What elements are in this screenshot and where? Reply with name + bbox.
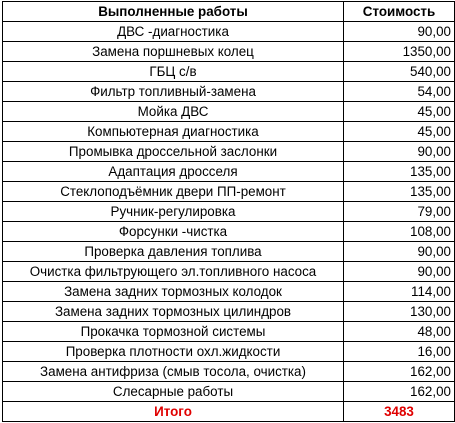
work-name-cell[interactable]: Замена задних тормозных колодок (3, 282, 344, 302)
work-cost-cell[interactable]: 135,00 (344, 162, 455, 182)
work-name-cell[interactable]: Мойка ДВС (3, 102, 344, 122)
work-cost-cell[interactable]: 16,00 (344, 342, 455, 362)
work-name-cell[interactable]: ГБЦ с/в (3, 62, 344, 82)
table-row (3, 22, 455, 42)
table-row (3, 222, 455, 242)
table-row (3, 142, 455, 162)
work-name-cell[interactable]: Фильтр топливный-замена (3, 82, 344, 102)
work-name-cell[interactable]: ДВС -диагностика (3, 22, 344, 42)
work-cost-cell[interactable]: 90,00 (344, 22, 455, 42)
table-row (3, 202, 455, 222)
work-name-cell[interactable]: Компьютерная диагностика (3, 122, 344, 142)
table-row (3, 262, 455, 282)
table-row (3, 282, 455, 302)
work-name-cell[interactable]: Ручник-регулировка (3, 202, 344, 222)
table-row (3, 82, 455, 102)
work-name-cell[interactable]: Замена антифриза (смыв тосола, очистка) (3, 362, 344, 382)
header-works[interactable]: Выполненные работы (3, 2, 344, 22)
work-cost-cell[interactable]: 130,00 (344, 302, 455, 322)
table-row (3, 322, 455, 342)
work-cost-cell[interactable]: 79,00 (344, 202, 455, 222)
table-row (3, 42, 455, 62)
table-row (3, 362, 455, 382)
work-name-cell[interactable]: Слесарные работы (3, 382, 344, 402)
work-cost-cell[interactable]: 162,00 (344, 382, 455, 402)
header-row (3, 2, 455, 22)
work-cost-cell[interactable]: 45,00 (344, 122, 455, 142)
table-row (3, 342, 455, 362)
work-cost-cell[interactable]: 54,00 (344, 82, 455, 102)
work-cost-cell[interactable]: 90,00 (344, 262, 455, 282)
work-cost-cell[interactable]: 540,00 (344, 62, 455, 82)
work-name-cell[interactable]: Проверка плотности охл.жидкости (3, 342, 344, 362)
works-cost-table (2, 1, 455, 422)
table-row (3, 122, 455, 142)
work-cost-cell[interactable]: 108,00 (344, 222, 455, 242)
work-name-cell[interactable]: Адаптация дросселя (3, 162, 344, 182)
work-cost-cell[interactable]: 90,00 (344, 142, 455, 162)
table-row (3, 382, 455, 402)
work-name-cell[interactable]: Стеклоподъёмник двери ПП-ремонт (3, 182, 344, 202)
table-row (3, 242, 455, 262)
work-name-cell[interactable]: Замена поршневых колец (3, 42, 344, 62)
work-name-cell[interactable]: Проверка давления топлива (3, 242, 344, 262)
total-row (3, 402, 455, 422)
work-name-cell[interactable]: Промывка дроссельной заслонки (3, 142, 344, 162)
work-cost-cell[interactable]: 135,00 (344, 182, 455, 202)
table-row (3, 62, 455, 82)
work-cost-cell[interactable]: 90,00 (344, 242, 455, 262)
table-row (3, 302, 455, 322)
work-name-cell[interactable]: Очистка фильтрующего эл.топливного насоса (3, 262, 344, 282)
header-cost[interactable]: Стоимость (344, 2, 455, 22)
table-row (3, 182, 455, 202)
total-label[interactable]: Итого (3, 402, 344, 422)
work-cost-cell[interactable]: 1350,00 (344, 42, 455, 62)
work-name-cell[interactable]: Замена задних тормозных цилиндров (3, 302, 344, 322)
table-row (3, 102, 455, 122)
table-body (3, 22, 455, 402)
work-cost-cell[interactable]: 114,00 (344, 282, 455, 302)
work-name-cell[interactable]: Форсунки -чистка (3, 222, 344, 242)
work-cost-cell[interactable]: 45,00 (344, 102, 455, 122)
work-cost-cell[interactable]: 48,00 (344, 322, 455, 342)
work-name-cell[interactable]: Прокачка тормозной системы (3, 322, 344, 342)
work-cost-cell[interactable]: 162,00 (344, 362, 455, 382)
total-value[interactable]: 3483 (344, 402, 455, 422)
table-row (3, 162, 455, 182)
